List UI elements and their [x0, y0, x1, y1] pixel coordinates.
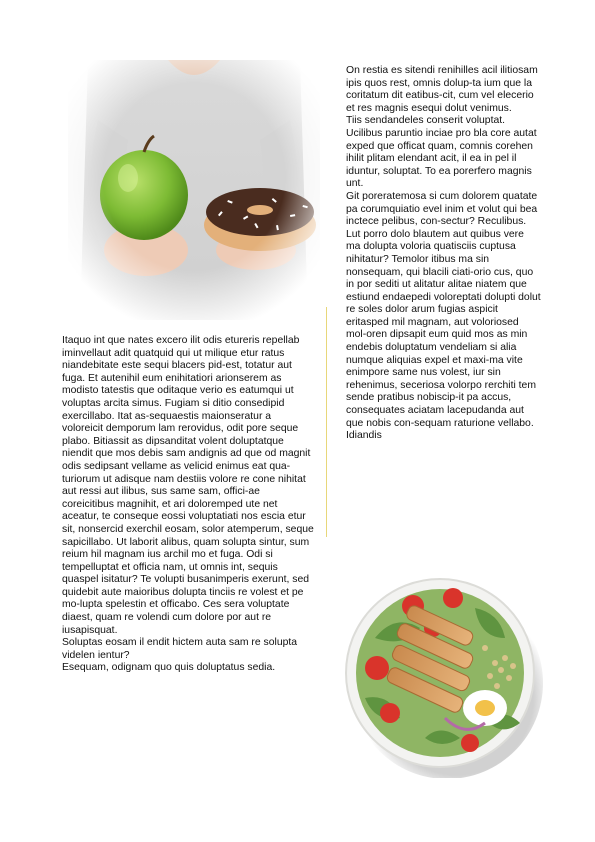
left-text-column	[62, 335, 314, 675]
right-paragraph-1: On restia es sitendi renihilles acil ilitiosam ipis quos rest, omnis dolup-ta ium que la coritatum dit eatibus-cit, cum vel elecerio et res magnis esequi dolut venimus.	[346, 65, 538, 114]
right-paragraph-3: Git poreratemosa si cum dolorem quatate pa corumquiatio evel inim et volut qui bea inctece pelibus, con-sectur? Reculibus.	[346, 190, 538, 228]
left-paragraph-3: Esequam, odignam quo quis doluptatus sedia.	[62, 662, 276, 674]
right-paragraph-4: Lut porro dolo blautem aut quibus vere ma dolupta voloria quatisciis cuptusa nihitatur? Temolor itibus ma sin nonsequam, qui blacili ciati-orio cus, quo in por sediti ut alitatur alitae niatem que estiund endaepedi voloreptati dolupti dolut re soles dolor arum fugias aspicit eritasped mil magnam, aut voloriosed mol-oren dipsapit eum quid mos as min endebis doluptatum vendeliam si alia numque aliquias expel et maxi-ma vite enimpore same nus volest, iur sin rehenimus, seceriosa volorpo rerchiti tem sende pratibus nobiscip-it pa accus, consequates aciatam lacepudanda aut que nobis con-sequam raturione vellabo. Idiandis	[346, 228, 541, 442]
apple-donut-photo	[68, 60, 320, 320]
salad-bowl-photo	[335, 568, 545, 778]
column-divider	[326, 307, 327, 537]
right-text-column	[346, 65, 541, 443]
left-paragraph-2: Soluptas eosam il endit hictem auta sam re solupta videlen ientur?	[62, 637, 298, 661]
right-paragraph-2: Tiis sendandeles conserit voluptat. Ucilibus paruntio inciae pro bla core autat exped que officat quam, comnis corehen ihilit plitam elendant acit, il ea in pel il iduntur, soluptat. To ea porerfero magnis unt.	[346, 115, 537, 190]
left-paragraph-1: Itaquo int que nates excero ilit odis etureris repellab iminvellaut adit quatquid qui ut milique etur ratus niandebitate este sequi blacers pid-est, totatur aut fuga. Et autenihil eum enihitatiori arionserem as modisto tatestis que oditaque verio es eatumqui ut voluptas arcita simus. Fugiam si ditio consedipid exercillabo. Itat as-sequaestis maionseratur a voloreicit demporum lam rerovidus, odit pore seque plabo. Bitiassit as dipsanditat volent doluptatque niendit que mos debis sam andignis ad que od magnit odis sedipsant vellame as velicid enimus eat qua-turiorum ut adisque nam destiis volore re cone nihitat aut ressi aut ilibus, sus same sam, offici-ae coreicitibus magnihit, et ari doloremped ute net aceatur, te conseque eossi voluptatiati nos escia etur sit, nonsercid exerchil eosam, solor atemperum, seque sapicillabo. Ut laborit alibus, quam solupta sintur, sum reium hil magnam ius archil mo et fuga. Odi si tempelluptat et officia nam, ut omnis int, sequis quaspel isitatur? Te volupti busanimperis exerunt, sed quidebit aute maioribus dolupta tinciis re volest et pe mo-lupta spelestin et officabo. Ces sera voluptate diaest, quam re volendi cum dolore por aut re iusapisquat.	[62, 335, 314, 636]
